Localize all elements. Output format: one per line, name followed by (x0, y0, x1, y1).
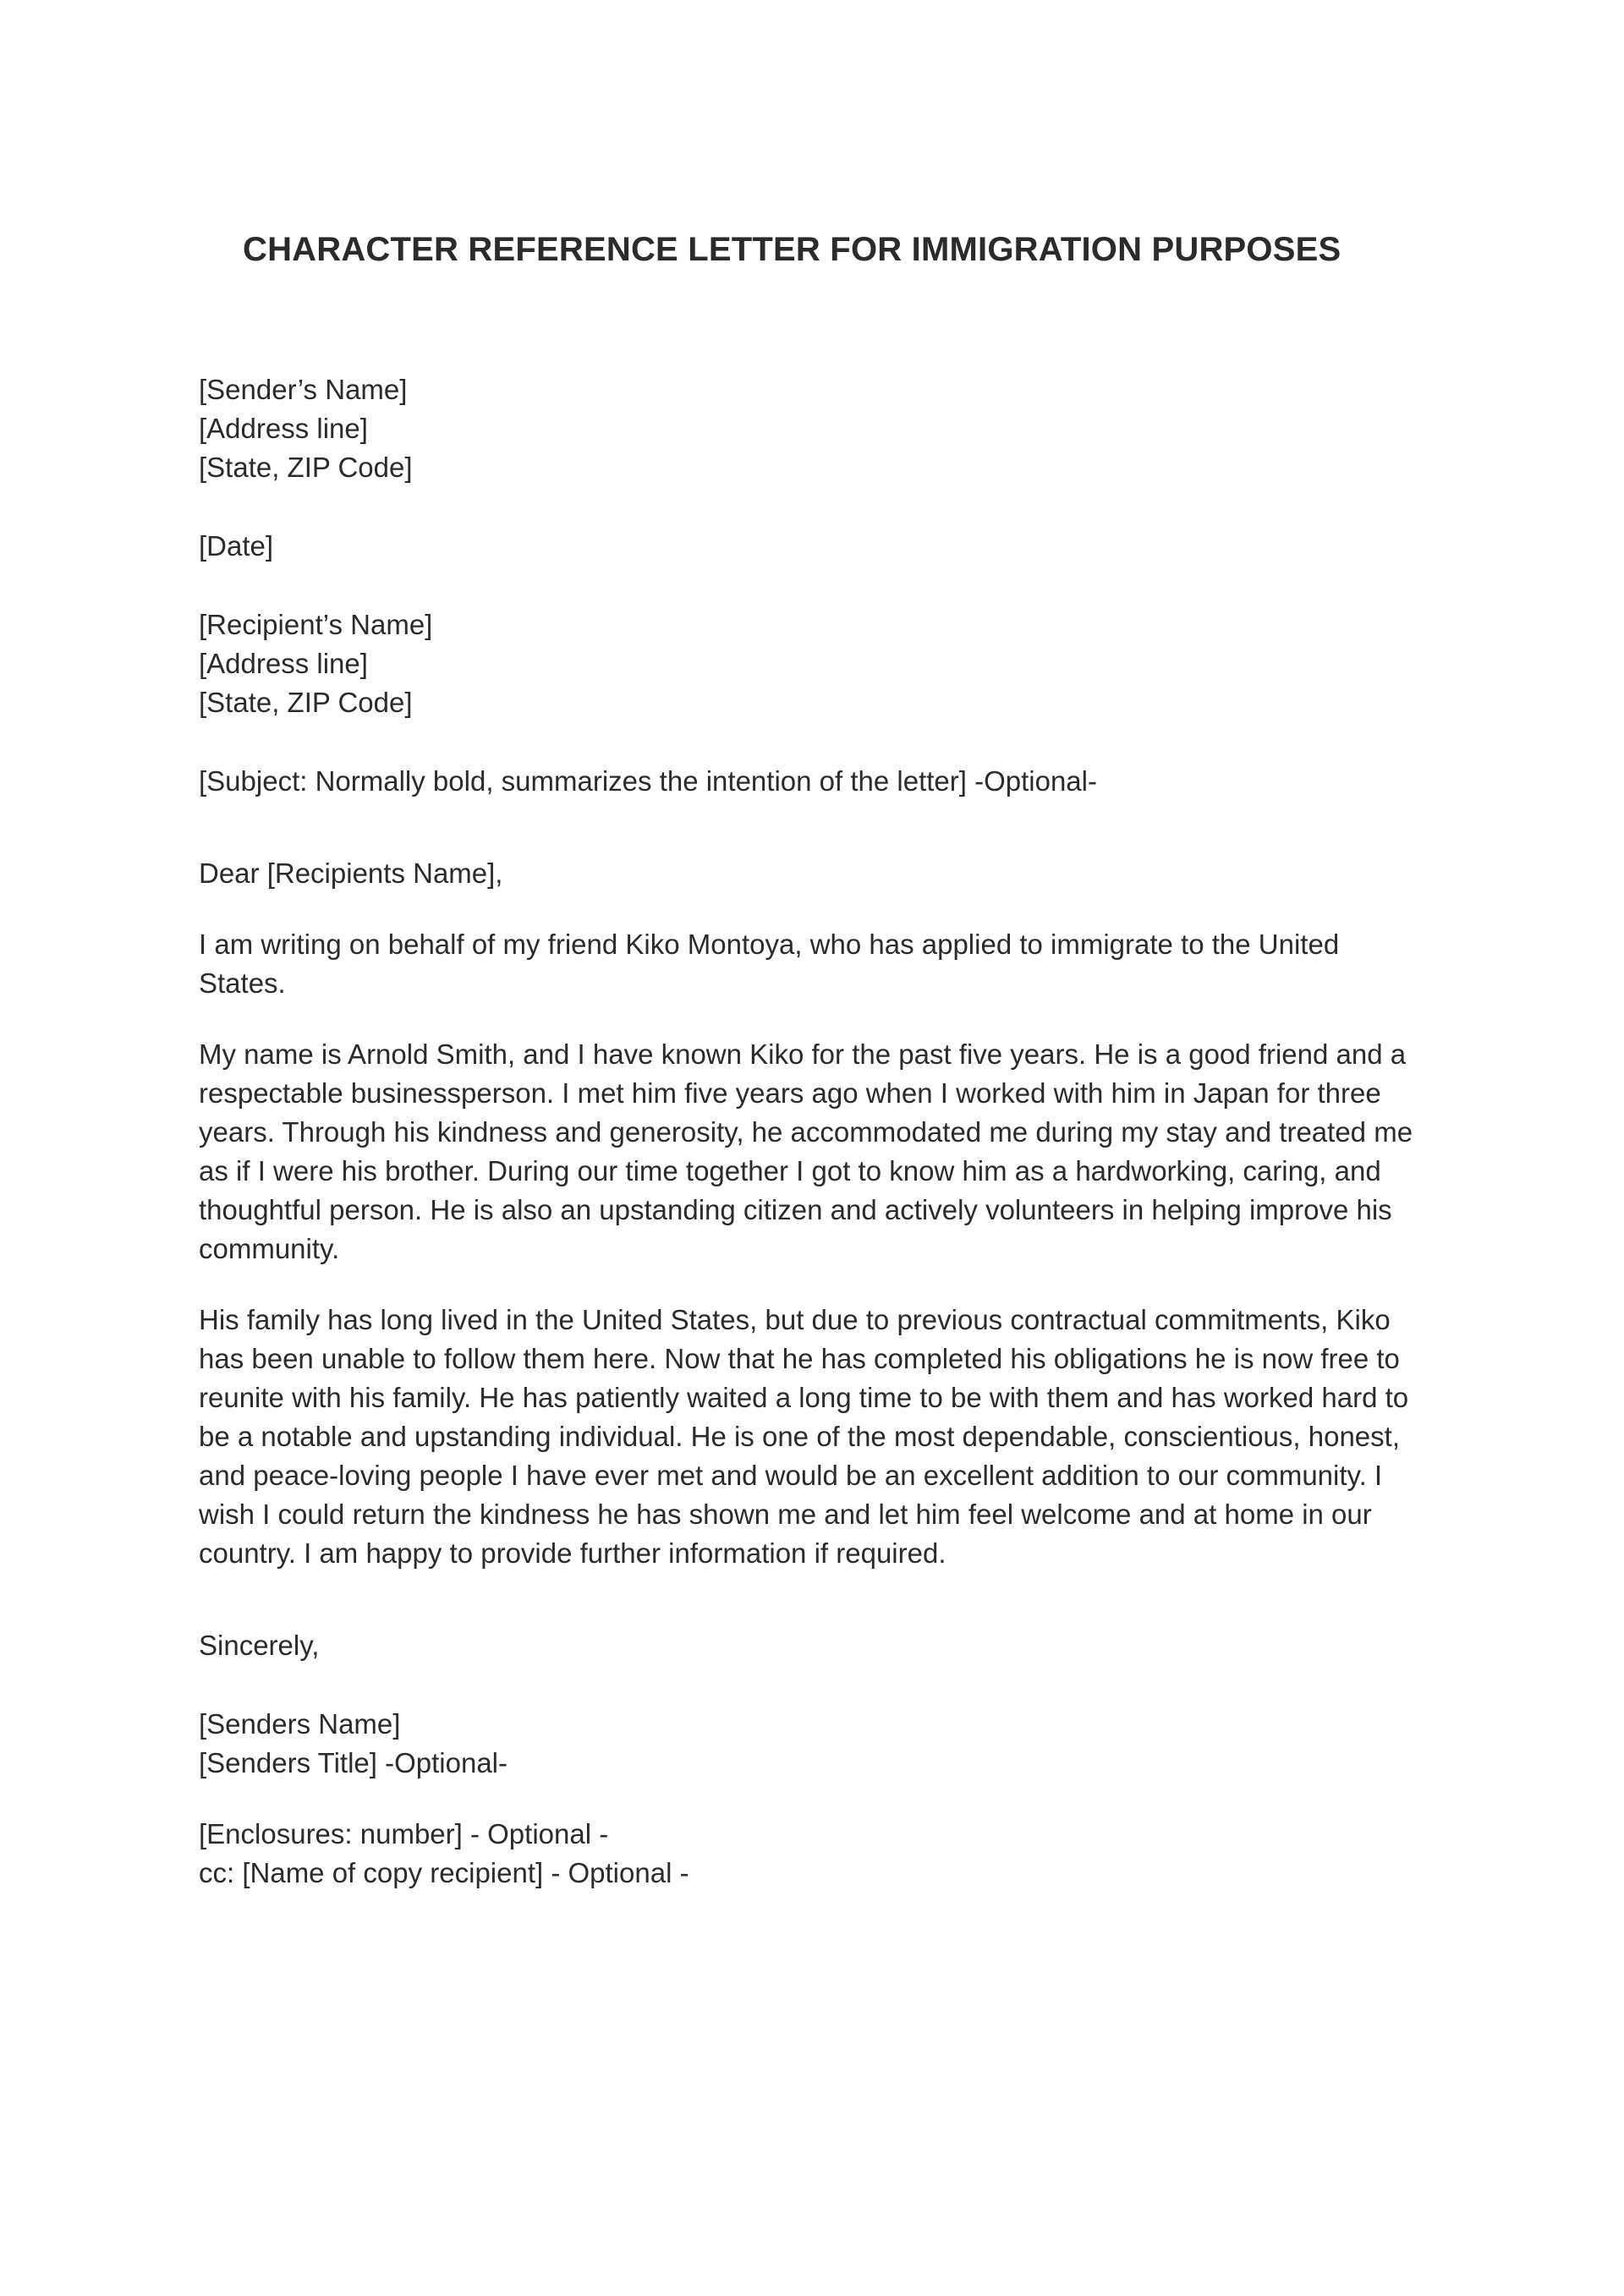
signature-block (199, 1705, 1434, 1783)
body-paragraph-1: I am writing on behalf of my friend Kiko Montoya, who has applied to immigrate to the United States. (199, 929, 1340, 999)
sender-name-line: [Sender’s Name] (199, 374, 408, 405)
closing-line: Sincerely, (199, 1630, 320, 1661)
date-line: [Date] (199, 530, 274, 562)
spacer-salutation-to-body (199, 893, 1434, 925)
spacer-para2-to-para3 (199, 1269, 1434, 1301)
sender-city-zip-line: [State, ZIP Code] (199, 452, 413, 483)
recipient-address-line: [Address line] (199, 648, 368, 679)
spacer-subject-to-salutation (199, 801, 1434, 854)
salutation-line: Dear [Recipients Name], (199, 858, 503, 889)
page-title: CHARACTER REFERENCE LETTER FOR IMMIGRATION PURPOSES (243, 231, 1341, 268)
sender-address-line: [Address line] (199, 413, 368, 444)
recipient-address-block (199, 606, 1434, 722)
spacer-sender-to-date (199, 487, 1434, 527)
spacer-date-to-recipient (199, 566, 1434, 606)
spacer-signature-to-footer (199, 1783, 1434, 1815)
body-paragraph-3: His family has long lived in the United States, but due to previous contractual commitments, Kiko has been unable to follow them here. Now that he has completed his obligations he is now free to reunite with his family. He has patiently waited a long time to be with them and has worked hard to be a notable and upstanding individual. He is one of the most dependable, conscientious, honest, and peace-loving people I have ever met and would be an excellent addition to our community. I wish I could return the kindness he has shown me and let him feel welcome and at home in our country. I am happy to provide further information if required. (199, 1304, 1409, 1569)
recipient-name-line: [Recipient’s Name] (199, 609, 433, 640)
enclosures-line: [Enclosures: number] - Optional - (199, 1818, 609, 1849)
subject-block (199, 762, 1434, 801)
letter-footer-block (199, 1815, 1434, 1893)
subject-line: [Subject: Normally bold, summarizes the intention of the letter] -Optional- (199, 765, 1097, 797)
body-paragraph-2: My name is Arnold Smith, and I have known Kiko for the past five years. He is a good friend and a respectable businessperson. I met him five years ago when I worked with him in Japan for three years. Through his kindness and generosity, he accommodated me during my stay and treated me as if I were his brother. During our time together I got to know him as a hardworking, caring, and thoughtful person. He is also an upstanding citizen and actively volunteers in helping improve his community. (199, 1038, 1413, 1264)
signature-name-line: [Senders Name] (199, 1708, 401, 1740)
cc-line: cc: [Name of copy recipient] - Optional - (199, 1857, 689, 1888)
spacer-body-to-closing (199, 1573, 1434, 1626)
spacer-para1-to-para2 (199, 1003, 1434, 1035)
sender-address-block (199, 370, 1434, 487)
signature-title-line: [Senders Title] -Optional- (199, 1747, 508, 1778)
spacer-closing-to-signature (199, 1665, 1434, 1705)
spacer-title-to-sender (199, 271, 1434, 370)
date-block (199, 527, 1434, 566)
letter-content (199, 228, 1434, 1893)
recipient-city-zip-line: [State, ZIP Code] (199, 687, 413, 718)
spacer-recipient-to-subject (199, 722, 1434, 762)
closing-block (199, 1626, 1434, 1665)
salutation-block (199, 854, 1434, 893)
